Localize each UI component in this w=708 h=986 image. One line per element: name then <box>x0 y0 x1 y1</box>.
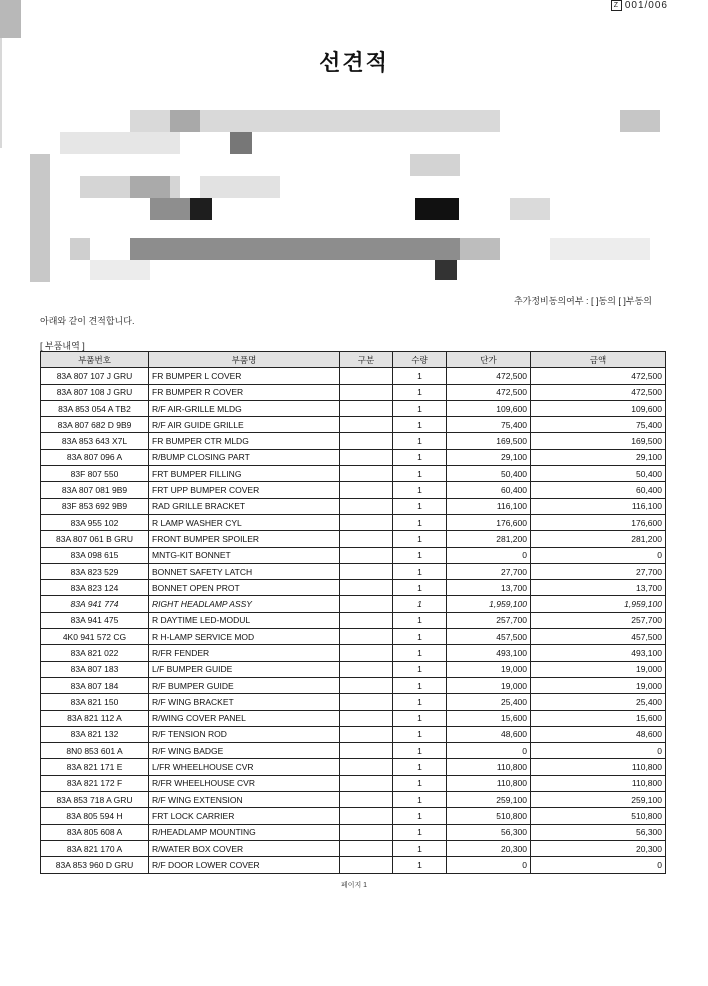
intro-text: 아래와 같이 견적합니다. <box>40 316 135 326</box>
table-row <box>41 547 666 563</box>
cell-quantity: 1 <box>393 759 447 775</box>
parts-table-body <box>41 368 666 873</box>
cell-part-number: 83A 823 529 <box>41 563 149 579</box>
cell-part-name: R/FR FENDER <box>149 645 340 661</box>
cell-quantity: 1 <box>393 612 447 628</box>
cell-part-name: MNTG-KIT BONNET <box>149 547 340 563</box>
cell-type <box>340 482 393 498</box>
cell-part-number: 83A 807 081 9B9 <box>41 482 149 498</box>
cell-quantity: 1 <box>393 775 447 791</box>
table-row <box>41 677 666 693</box>
cell-amount: 510,800 <box>531 808 666 824</box>
cell-amount: 110,800 <box>531 759 666 775</box>
cell-part-number: 83A 805 594 H <box>41 808 149 824</box>
cell-unit-price: 19,000 <box>447 677 531 693</box>
column-header-unit-price: 단가 <box>447 352 531 368</box>
column-header-quantity: 수량 <box>393 352 447 368</box>
cell-unit-price: 50,400 <box>447 466 531 482</box>
cell-amount: 0 <box>531 547 666 563</box>
cell-part-number: 83A 821 171 E <box>41 759 149 775</box>
cell-part-number: 83A 823 124 <box>41 580 149 596</box>
cell-type <box>340 661 393 677</box>
cell-part-name: FR BUMPER L COVER <box>149 368 340 384</box>
cell-part-number: 83F 853 692 9B9 <box>41 498 149 514</box>
cell-amount: 472,500 <box>531 384 666 400</box>
cell-part-name: RIGHT HEADLAMP ASSY <box>149 596 340 612</box>
cell-type <box>340 417 393 433</box>
cell-part-number: 83A 821 170 A <box>41 840 149 856</box>
column-header-type: 구분 <box>340 352 393 368</box>
table-row <box>41 498 666 514</box>
cell-type <box>340 547 393 563</box>
cell-type <box>340 677 393 693</box>
cell-amount: 0 <box>531 857 666 873</box>
cell-part-number: 83A 807 108 J GRU <box>41 384 149 400</box>
page-counter <box>611 0 668 11</box>
cell-unit-price: 48,600 <box>447 726 531 742</box>
cell-unit-price: 0 <box>447 547 531 563</box>
cell-part-number: 83A 805 608 A <box>41 824 149 840</box>
cell-part-number: 83A 821 132 <box>41 726 149 742</box>
cell-part-name: R/F TENSION ROD <box>149 726 340 742</box>
cell-part-name: FRT UPP BUMPER COVER <box>149 482 340 498</box>
table-row <box>41 759 666 775</box>
cell-quantity: 1 <box>393 498 447 514</box>
cell-unit-price: 110,800 <box>447 759 531 775</box>
cell-part-number: 83A 853 718 A GRU <box>41 792 149 808</box>
cell-quantity: 1 <box>393 514 447 530</box>
table-row <box>41 661 666 677</box>
cell-part-name: R LAMP WASHER CYL <box>149 514 340 530</box>
table-header-row <box>41 352 666 368</box>
cell-part-number: 83A 821 172 F <box>41 775 149 791</box>
cell-amount: 19,000 <box>531 677 666 693</box>
document-title: 선견적 <box>319 50 389 75</box>
cell-quantity: 1 <box>393 661 447 677</box>
cell-unit-price: 259,100 <box>447 792 531 808</box>
cell-amount: 472,500 <box>531 368 666 384</box>
cell-type <box>340 710 393 726</box>
cell-type <box>340 759 393 775</box>
cell-quantity: 1 <box>393 400 447 416</box>
cell-type <box>340 726 393 742</box>
cell-type <box>340 433 393 449</box>
cell-amount: 0 <box>531 743 666 759</box>
cell-quantity: 1 <box>393 563 447 579</box>
cell-quantity: 1 <box>393 743 447 759</box>
table-row <box>41 840 666 856</box>
cell-part-name: RAD GRILLE BRACKET <box>149 498 340 514</box>
cell-amount: 75,400 <box>531 417 666 433</box>
table-row <box>41 433 666 449</box>
cell-part-number: 83A 098 615 <box>41 547 149 563</box>
table-row <box>41 514 666 530</box>
table-row <box>41 694 666 710</box>
cell-part-name: R/F WING BRACKET <box>149 694 340 710</box>
cell-unit-price: 493,100 <box>447 645 531 661</box>
cell-part-name: L/FR WHEELHOUSE CVR <box>149 759 340 775</box>
cell-amount: 1,959,100 <box>531 596 666 612</box>
cell-part-name: R/FR WHEELHOUSE CVR <box>149 775 340 791</box>
cell-type <box>340 498 393 514</box>
cell-type <box>340 824 393 840</box>
cell-part-name: FR BUMPER R COVER <box>149 384 340 400</box>
cell-part-number: 83A 807 682 D 9B9 <box>41 417 149 433</box>
table-row <box>41 629 666 645</box>
cell-unit-price: 472,500 <box>447 368 531 384</box>
cell-part-name: BONNET OPEN PROT <box>149 580 340 596</box>
cell-unit-price: 27,700 <box>447 563 531 579</box>
cell-part-name: R/F WING EXTENSION <box>149 792 340 808</box>
cell-part-name: R/WATER BOX COVER <box>149 840 340 856</box>
cell-unit-price: 116,100 <box>447 498 531 514</box>
cell-quantity: 1 <box>393 694 447 710</box>
cell-part-number: 83A 941 475 <box>41 612 149 628</box>
cell-unit-price: 29,100 <box>447 449 531 465</box>
cell-unit-price: 15,600 <box>447 710 531 726</box>
table-row <box>41 449 666 465</box>
cell-part-number: 83A 853 960 D GRU <box>41 857 149 873</box>
cell-quantity: 1 <box>393 645 447 661</box>
cell-amount: 176,600 <box>531 514 666 530</box>
cell-type <box>340 580 393 596</box>
table-row <box>41 580 666 596</box>
cell-unit-price: 472,500 <box>447 384 531 400</box>
cell-quantity: 1 <box>393 433 447 449</box>
cell-part-number: 83A 853 054 A TB2 <box>41 400 149 416</box>
cell-quantity: 1 <box>393 710 447 726</box>
cell-quantity: 1 <box>393 840 447 856</box>
additional-repair-consent: 추가정비동의여부 : [ ]동의 [ ]부동의 <box>513 296 652 306</box>
cell-amount: 281,200 <box>531 531 666 547</box>
cell-quantity: 1 <box>393 417 447 433</box>
cell-amount: 50,400 <box>531 466 666 482</box>
cell-quantity: 1 <box>393 531 447 547</box>
table-row <box>41 466 666 482</box>
cell-part-number: 83A 821 150 <box>41 694 149 710</box>
cell-part-name: R/F AIR GUIDE GRILLE <box>149 417 340 433</box>
table-row <box>41 775 666 791</box>
parts-table <box>40 351 666 874</box>
cell-unit-price: 20,300 <box>447 840 531 856</box>
cell-amount: 48,600 <box>531 726 666 742</box>
column-header-part-number: 부품번호 <box>41 352 149 368</box>
cell-part-number: 8N0 853 601 A <box>41 743 149 759</box>
scan-edge-mark <box>0 0 21 38</box>
cell-unit-price: 1,959,100 <box>447 596 531 612</box>
cell-type <box>340 840 393 856</box>
cell-part-name: FRT BUMPER FILLING <box>149 466 340 482</box>
cell-unit-price: 457,500 <box>447 629 531 645</box>
cell-part-number: 83A 821 112 A <box>41 710 149 726</box>
cell-unit-price: 56,300 <box>447 824 531 840</box>
cell-unit-price: 19,000 <box>447 661 531 677</box>
cell-unit-price: 176,600 <box>447 514 531 530</box>
cell-part-name: R/F WING BADGE <box>149 743 340 759</box>
cell-amount: 15,600 <box>531 710 666 726</box>
table-row <box>41 645 666 661</box>
cell-amount: 116,100 <box>531 498 666 514</box>
cell-amount: 257,700 <box>531 612 666 628</box>
cell-type <box>340 629 393 645</box>
cell-part-name: R H-LAMP SERVICE MOD <box>149 629 340 645</box>
cell-quantity: 1 <box>393 726 447 742</box>
cell-part-name: FRONT BUMPER SPOILER <box>149 531 340 547</box>
cell-type <box>340 857 393 873</box>
table-row <box>41 368 666 384</box>
table-row <box>41 417 666 433</box>
cell-amount: 19,000 <box>531 661 666 677</box>
column-header-part-name: 부품명 <box>149 352 340 368</box>
cell-part-number: 83A 853 643 X7L <box>41 433 149 449</box>
table-row <box>41 792 666 808</box>
cell-part-number: 83A 807 183 <box>41 661 149 677</box>
cell-unit-price: 169,500 <box>447 433 531 449</box>
cell-part-name: R/F DOOR LOWER COVER <box>149 857 340 873</box>
cell-amount: 457,500 <box>531 629 666 645</box>
cell-part-number: 83A 821 022 <box>41 645 149 661</box>
cell-type <box>340 743 393 759</box>
cell-quantity: 1 <box>393 824 447 840</box>
cell-unit-price: 0 <box>447 743 531 759</box>
cell-part-name: BONNET SAFETY LATCH <box>149 563 340 579</box>
cell-amount: 109,600 <box>531 400 666 416</box>
cell-type <box>340 514 393 530</box>
cell-type <box>340 384 393 400</box>
cell-part-number: 83A 807 061 B GRU <box>41 531 149 547</box>
cell-unit-price: 25,400 <box>447 694 531 710</box>
cell-type <box>340 563 393 579</box>
cell-unit-price: 109,600 <box>447 400 531 416</box>
cell-quantity: 1 <box>393 857 447 873</box>
cell-amount: 60,400 <box>531 482 666 498</box>
cell-quantity: 1 <box>393 596 447 612</box>
cell-part-number: 83A 807 184 <box>41 677 149 693</box>
table-row <box>41 531 666 547</box>
table-row <box>41 857 666 873</box>
cell-unit-price: 13,700 <box>447 580 531 596</box>
table-row <box>41 612 666 628</box>
table-row <box>41 400 666 416</box>
cell-quantity: 1 <box>393 482 447 498</box>
cell-amount: 110,800 <box>531 775 666 791</box>
table-row <box>41 563 666 579</box>
cell-part-name: L/F BUMPER GUIDE <box>149 661 340 677</box>
table-row <box>41 726 666 742</box>
cell-quantity: 1 <box>393 368 447 384</box>
cell-part-name: R/HEADLAMP MOUNTING <box>149 824 340 840</box>
cell-type <box>340 808 393 824</box>
cell-type <box>340 449 393 465</box>
table-row <box>41 596 666 612</box>
table-row <box>41 743 666 759</box>
cell-type <box>340 466 393 482</box>
table-row <box>41 710 666 726</box>
table-row <box>41 482 666 498</box>
cell-type <box>340 531 393 547</box>
cell-amount: 25,400 <box>531 694 666 710</box>
cell-unit-price: 60,400 <box>447 482 531 498</box>
cell-type <box>340 694 393 710</box>
cell-amount: 20,300 <box>531 840 666 856</box>
cell-part-number: 83A 941 774 <box>41 596 149 612</box>
cell-part-name: FRT LOCK CARRIER <box>149 808 340 824</box>
cell-amount: 493,100 <box>531 645 666 661</box>
cell-unit-price: 281,200 <box>447 531 531 547</box>
cell-amount: 56,300 <box>531 824 666 840</box>
page-counter-text: 001/006 <box>624 0 668 11</box>
section-label-parts: [ 부품내역 ] <box>40 341 85 351</box>
cell-type <box>340 400 393 416</box>
cell-type <box>340 775 393 791</box>
cell-part-number: 4K0 941 572 CG <box>41 629 149 645</box>
cell-amount: 29,100 <box>531 449 666 465</box>
table-row <box>41 384 666 400</box>
cell-type <box>340 612 393 628</box>
cell-part-name: FR BUMPER CTR MLDG <box>149 433 340 449</box>
cell-type <box>340 645 393 661</box>
cell-part-name: R/F AIR-GRILLE MLDG <box>149 400 340 416</box>
redacted-info-block <box>30 110 662 282</box>
cell-part-name: R/F BUMPER GUIDE <box>149 677 340 693</box>
column-header-amount: 금액 <box>531 352 666 368</box>
cell-part-number: 83A 955 102 <box>41 514 149 530</box>
cell-unit-price: 0 <box>447 857 531 873</box>
cell-part-number: 83F 807 550 <box>41 466 149 482</box>
cell-quantity: 1 <box>393 629 447 645</box>
cell-type <box>340 596 393 612</box>
cell-part-number: 83A 807 096 A <box>41 449 149 465</box>
cell-amount: 169,500 <box>531 433 666 449</box>
cell-part-name: R DAYTIME LED-MODUL <box>149 612 340 628</box>
cell-amount: 259,100 <box>531 792 666 808</box>
cell-quantity: 1 <box>393 466 447 482</box>
cell-quantity: 1 <box>393 547 447 563</box>
cell-type <box>340 792 393 808</box>
cell-part-name: R/WING COVER PANEL <box>149 710 340 726</box>
cell-quantity: 1 <box>393 808 447 824</box>
table-row <box>41 808 666 824</box>
cell-quantity: 1 <box>393 384 447 400</box>
cell-unit-price: 257,700 <box>447 612 531 628</box>
cell-type <box>340 368 393 384</box>
cell-part-number: 83A 807 107 J GRU <box>41 368 149 384</box>
cell-unit-price: 75,400 <box>447 417 531 433</box>
cell-part-name: R/BUMP CLOSING PART <box>149 449 340 465</box>
cell-amount: 13,700 <box>531 580 666 596</box>
cell-quantity: 1 <box>393 792 447 808</box>
cell-quantity: 1 <box>393 449 447 465</box>
cell-unit-price: 510,800 <box>447 808 531 824</box>
table-row <box>41 824 666 840</box>
cell-quantity: 1 <box>393 677 447 693</box>
cell-quantity: 1 <box>393 580 447 596</box>
fax-page-icon: Z <box>611 0 622 11</box>
page-footer: 페이지 1 <box>340 882 368 889</box>
cell-amount: 27,700 <box>531 563 666 579</box>
cell-unit-price: 110,800 <box>447 775 531 791</box>
